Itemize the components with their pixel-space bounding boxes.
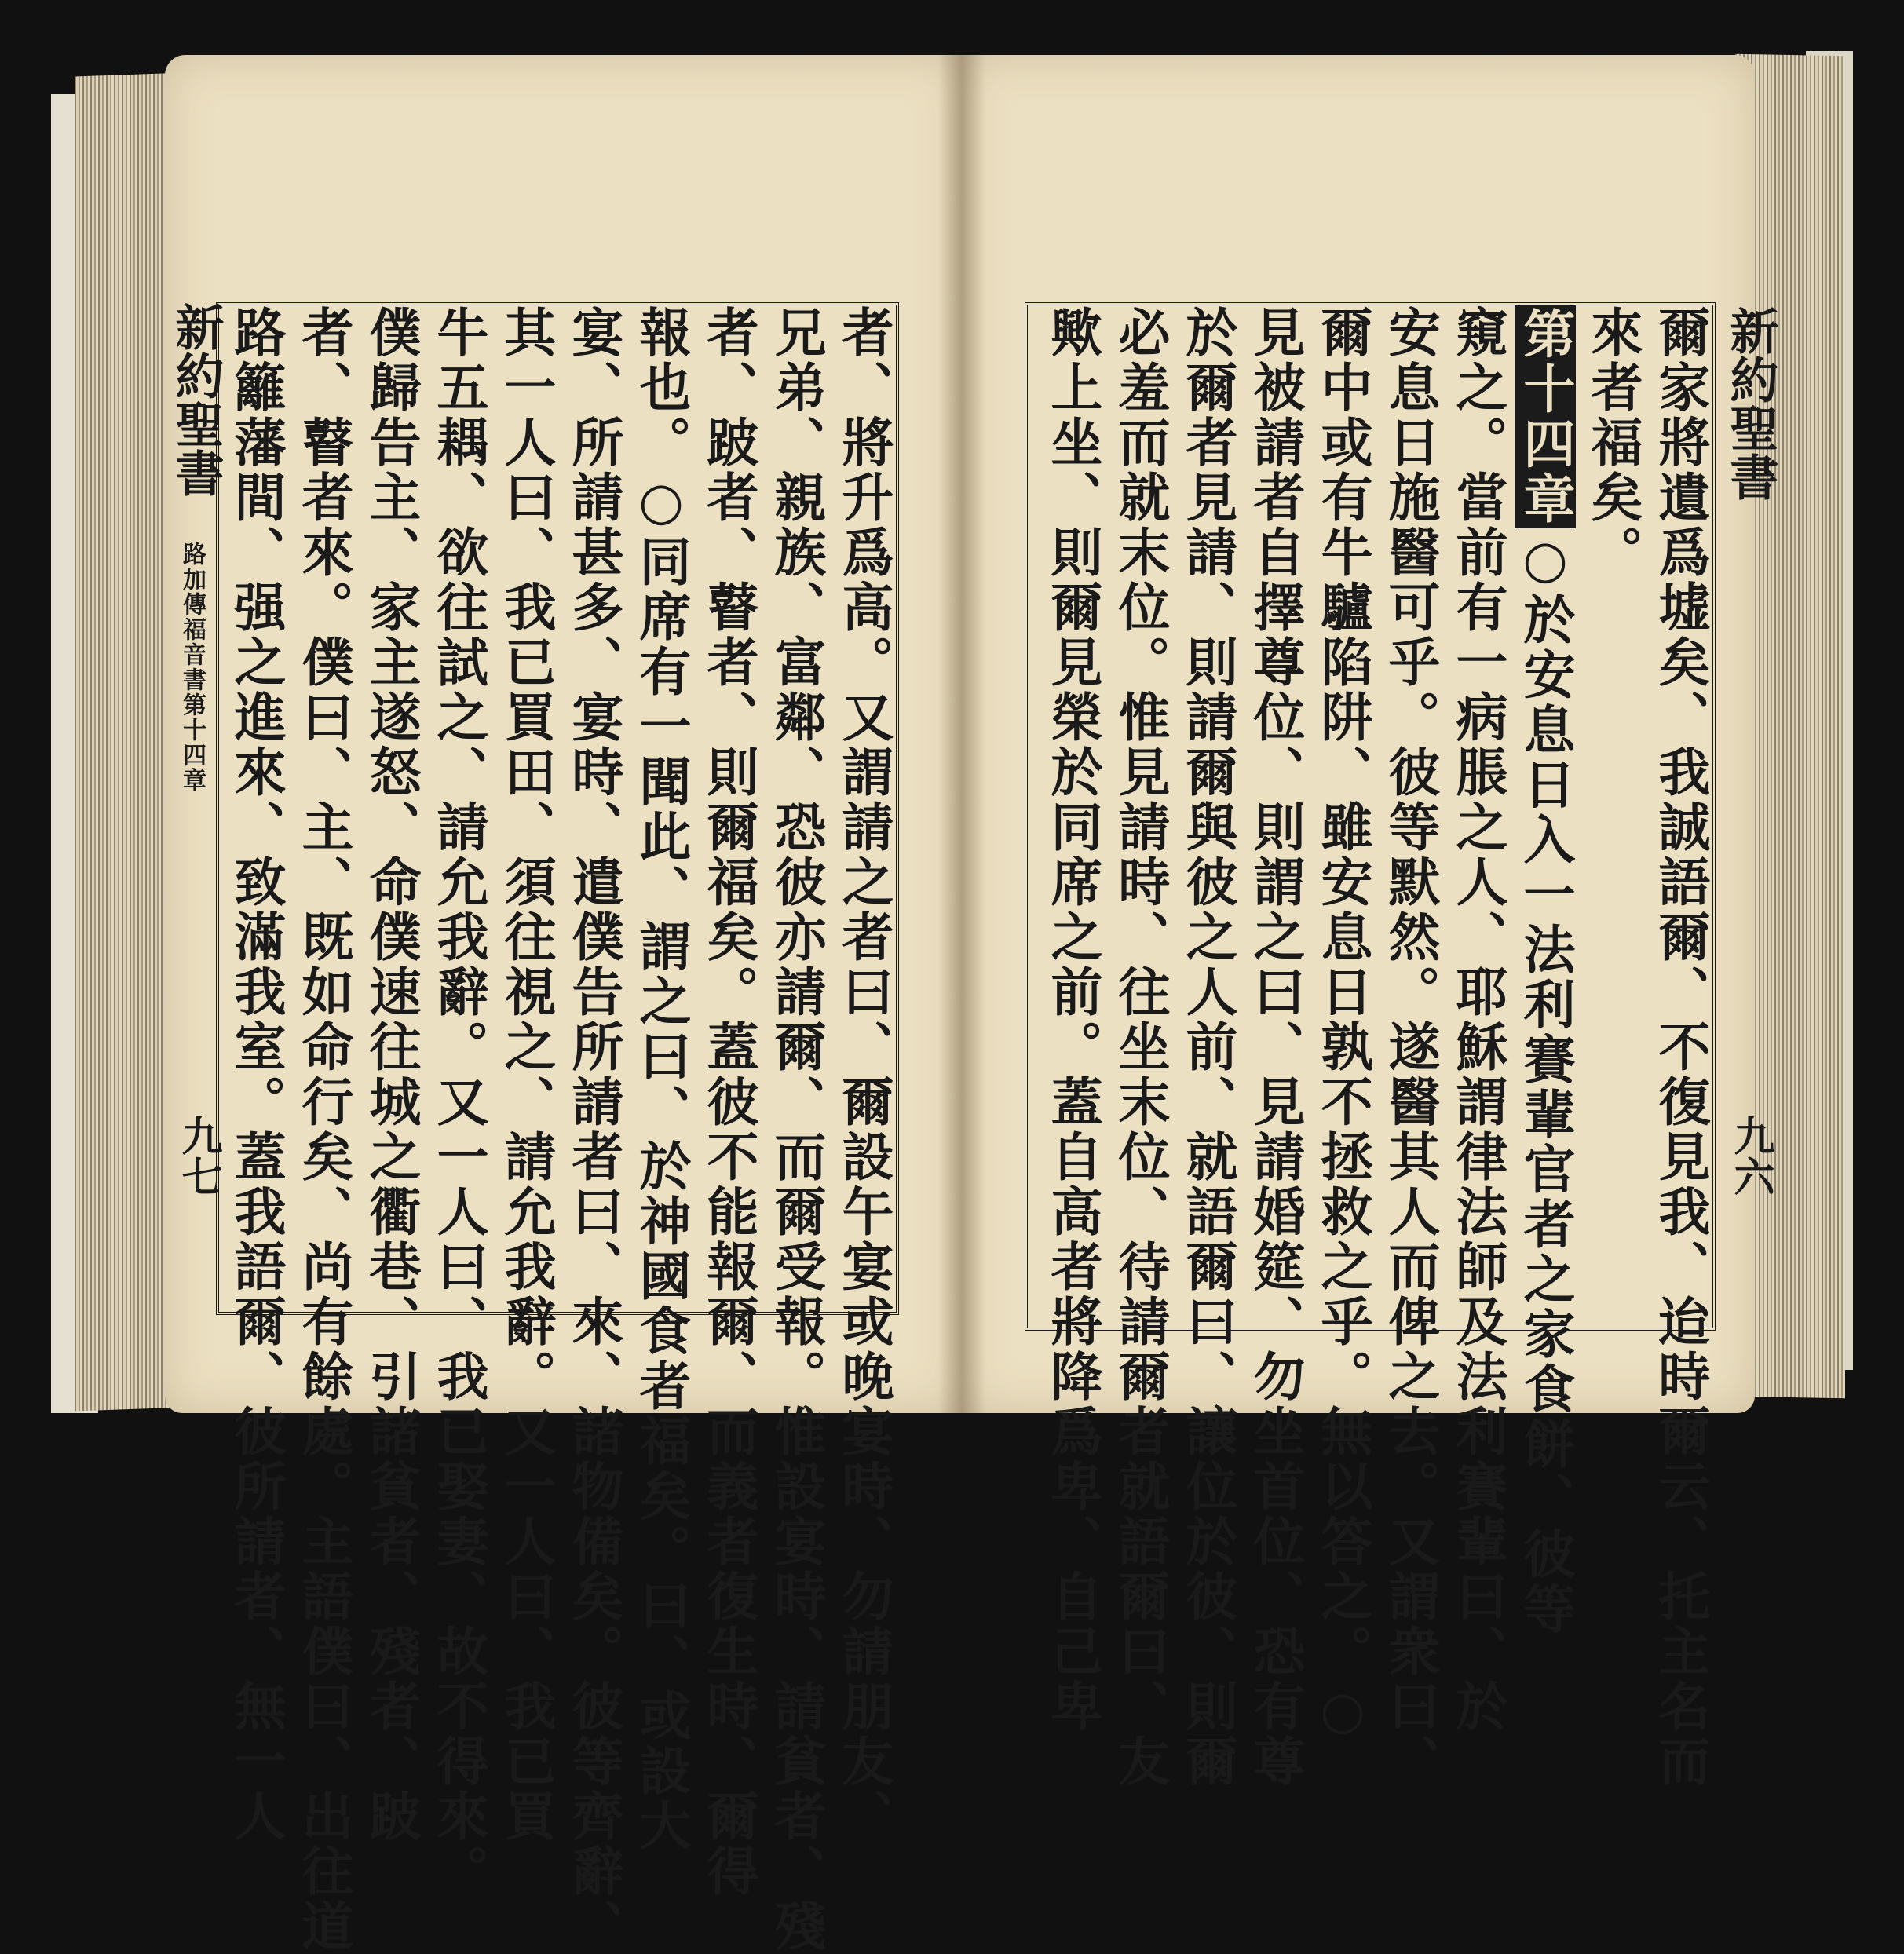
- left-column-6: 其一人曰、我已買田、須往視之、請允我辭。又一人曰、我已買: [495, 305, 557, 1844]
- right-column-10: 歟上坐、則爾見榮於同席之前。蓋自高者將降爲卑、自己卑: [1042, 305, 1103, 1734]
- right-text-frame: [1025, 302, 1716, 1789]
- left-page-number: 九七: [174, 1115, 222, 1196]
- right-column-8: 於爾者見請、則請爾與彼之人前、就語爾曰、讓位於彼、則爾: [1177, 305, 1238, 1789]
- left-column-2: 兄弟、親族、富鄰、恐彼亦請爾、而爾受報。惟設宴時、請貧者、殘: [766, 305, 827, 1954]
- right-column-1: 爾家將遺爲墟矣、我誠語爾、不復見我、迨時爾云、托主名而: [1650, 305, 1711, 1789]
- right-running-header: 新約聖書: [1722, 306, 1779, 501]
- right-column-3: [1515, 305, 1576, 1637]
- left-running-header: 新約聖書: [167, 302, 225, 497]
- left-column-3: 者、跛者、瞽者、則爾福矣。蓋彼不能報爾、而義者復生時、爾得: [698, 305, 759, 1899]
- chapter-mark: 第十四章: [1515, 307, 1576, 527]
- right-page-number: 九六: [1727, 1115, 1774, 1196]
- left-chapter-caption: 路加傳福音書第十四章: [178, 542, 206, 793]
- left-column-4: 報也。○同席有一聞此、謂之曰、於神國食者福矣。曰、或設大: [630, 305, 692, 1854]
- left-text-frame: [216, 302, 899, 1954]
- left-column-1: 者、將升爲高。又謂請之者曰、爾設午宴或晚宴時、勿請朋友、: [833, 305, 894, 1844]
- book-gutter: [938, 55, 985, 1413]
- left-column-10: 路籬藩間、强之進來、致滿我室。蓋我語爾、彼所請者、無一人: [225, 305, 287, 1844]
- right-column-6: 爾中或有牛驢陷阱、雖安息日孰不拯救之乎。無以答之。○: [1312, 305, 1373, 1744]
- right-column-4: 窺之。當前有一病脹之人、耶穌謂律法師及法利賽輩曰、於: [1447, 305, 1508, 1734]
- left-column-7: 牛五耦、欲往試之、請允我辭。又一人曰、我已娶妻、故不得來。: [428, 305, 489, 1899]
- left-column-8: 僕歸告主、家主遂怒、命僕速往城之衢巷、引諸貧者、殘者、跛: [360, 305, 422, 1844]
- right-column-9: 必羞而就末位。惟見請時、往坐末位、待請爾者就語爾曰、友: [1109, 305, 1171, 1789]
- left-column-5: 宴、所請甚多、宴時、遣僕告所請者曰、來、諸物備矣。彼等齊辭、: [563, 305, 624, 1954]
- left-column-9: 者、瞽者來。僕曰、主、既如命行矣、尚有餘處。主語僕曰、出往道: [293, 305, 354, 1954]
- right-column-7: 見被請者自擇尊位、則謂之曰、見請婚筵、勿坐首位、恐有尊: [1244, 305, 1306, 1789]
- right-column-2: 來者福矣。: [1582, 305, 1643, 580]
- right-column-3-text: ○於安息日入一法利賽輩官者之家食餅、彼等: [1515, 528, 1576, 1637]
- right-column-5: 安息日施醫可乎。彼等默然。遂醫其人而俾之去。又謂衆曰、: [1380, 305, 1441, 1789]
